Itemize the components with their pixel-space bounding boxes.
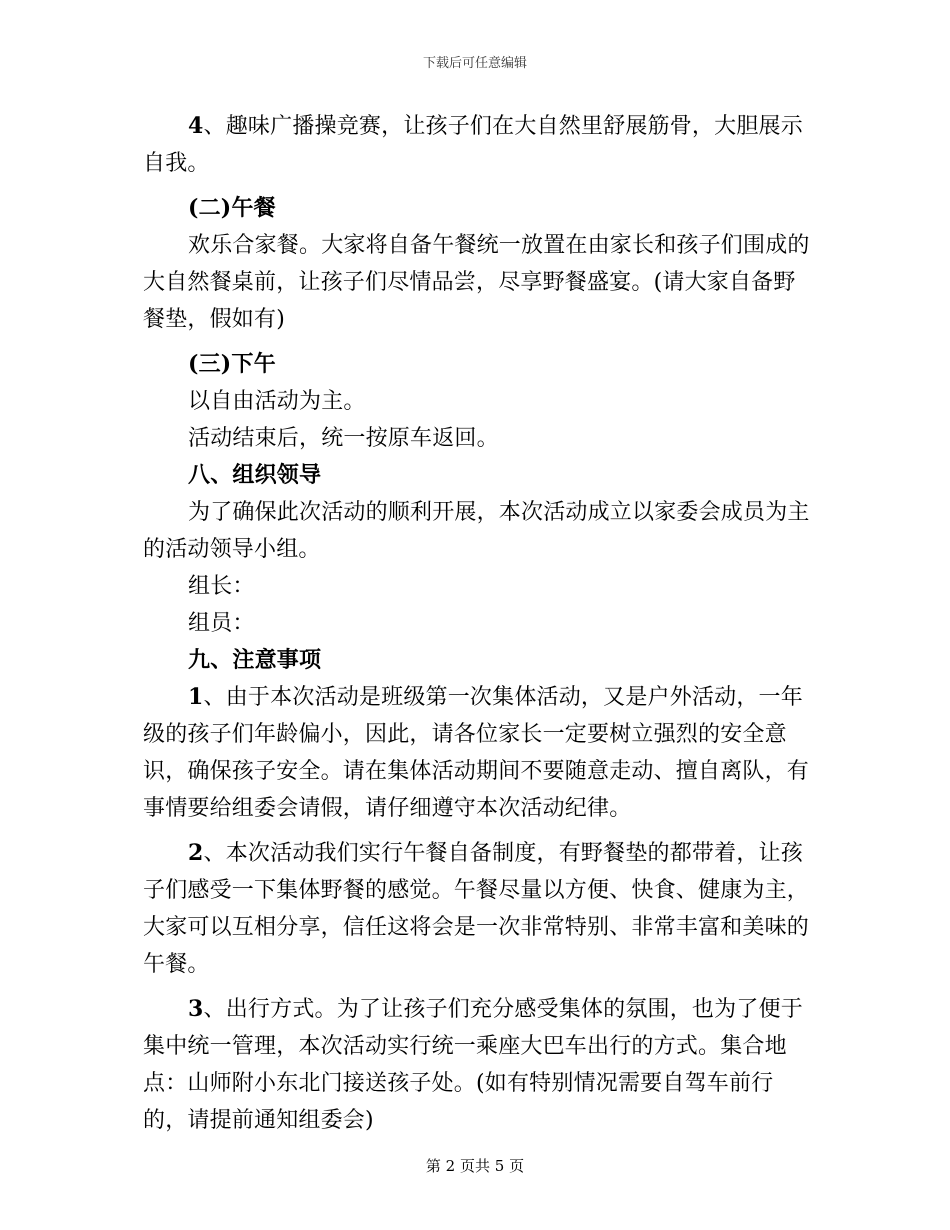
paragraph-lunch: 欢乐合家餐。大家将自备午餐统一放置在由家长和孩子们围成的大自然餐桌前，让孩子们尽情品尝，尽享野餐盛宴。(请大家自备野餐垫，假如有) — [143, 233, 810, 332]
item-number: 1 — [188, 684, 204, 710]
section-heading-notes: 九、注意事项 — [188, 647, 322, 673]
paragraph-text: 、本次活动我们实行午餐自备制度，有野餐垫的都带着，让孩子们感受一下集体野餐的感觉。午餐尽量以方便、快食、健康为主，大家可以互相分享，信任这将会是一次非常特别、非常丰富和美味的午餐。 — [143, 841, 810, 977]
page-header: 下载后可任意编辑 — [422, 56, 527, 71]
section-heading-afternoon: (三)下午 — [188, 351, 276, 377]
paragraph-text: 、趣味广播操竞赛，让孩子们在大自然里舒展筋骨，大胆展示自我。 — [143, 114, 803, 176]
paragraph-note-3 — [143, 991, 813, 1139]
paragraph-return: 活动结束后，统一按原车返回。 — [188, 426, 499, 451]
paragraph-text: 、出行方式。为了让孩子们充分感受集体的氛围，也为了便于集中统一管理，本次活动实行统一乘座大巴车出行的方式。集合地点：山师附小东北门接送孩子处。(如有特别情况需要自驾车前行的，请提前通知组委会) — [143, 997, 803, 1133]
section-heading-organization: 八、组织领导 — [188, 462, 322, 488]
paragraph-organization: 为了确保此次活动的顺利开展，本次活动成立以家委会成员为主的活动领导小组。 — [143, 500, 810, 562]
paragraph-text: 、由于本次活动是班级第一次集体活动，又是户外活动，一年级的孩子们年龄偏小，因此，请各位家长一定要树立强烈的安全意识，确保孩子安全。请在集体活动期间不要随意走动、擅自离队，有事情要给组委会请假，请仔细遵守本次活动纪律。 — [143, 685, 810, 821]
paragraph-members: 组员： — [188, 611, 255, 636]
document-body — [143, 108, 813, 1139]
paragraph-free-activity: 以自由活动为主。 — [188, 389, 366, 414]
page-footer: 第 2 页共 5 页 — [425, 1157, 525, 1175]
item-number: 3 — [188, 996, 204, 1022]
paragraph-leader: 组长： — [188, 574, 255, 599]
paragraph-note-2 — [143, 835, 813, 983]
paragraph-note-1 — [143, 679, 813, 827]
item-number: 4 — [188, 113, 204, 139]
item-number: 2 — [188, 840, 204, 866]
section-heading-lunch: (二)午餐 — [188, 195, 276, 221]
paragraph-item-4 — [143, 108, 813, 182]
